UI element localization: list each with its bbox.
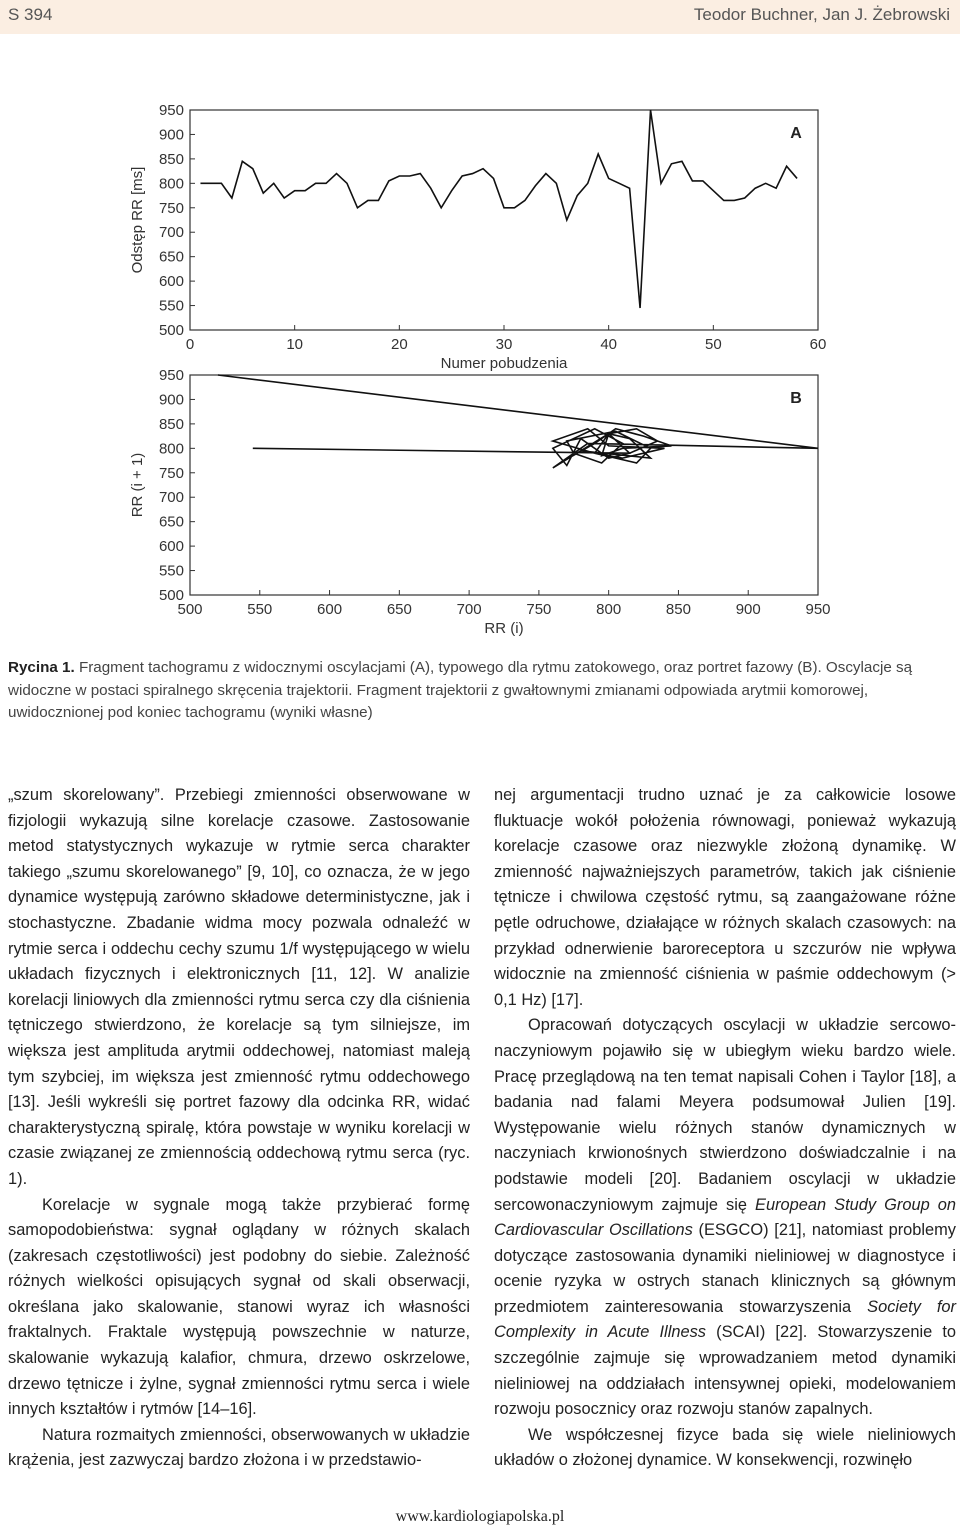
x-tick-label: 550 [247, 601, 273, 618]
y-tick-label: 600 [158, 273, 184, 291]
y-tick-label: 800 [158, 440, 184, 458]
x-tick-label: 750 [526, 601, 552, 618]
data-series-line [200, 110, 797, 308]
page-number: S 394 [8, 5, 53, 24]
x-tick-label: 500 [177, 601, 203, 618]
plot-frame [190, 110, 818, 330]
y-tick-label: 750 [158, 464, 184, 482]
y-tick-label: 800 [158, 175, 184, 193]
y-tick-label: 850 [158, 150, 184, 168]
phase-portrait-panel [129, 367, 831, 637]
x-tick-label: 60 [809, 336, 827, 353]
paragraph-text: Opracowań dotyczących oscylacji w układzie sercowo-naczyniowym pojawiło się w ubiegłym wieku bardzo wiele. Pracę przeglądową na ten temat napisali Cohen i Taylor [18], a badania nad falami Meyera podsumował Julien [19]. Występowanie wielu różnych stanów dynamicznych w naczyniach krwionośnych stwierdzono doświadczalnie i na podstawie modeli [20]. Badaniem oscylacji w układzie sercowonaczyniowym zajmuje się [494, 1016, 956, 1214]
x-axis-label: RR (i) [484, 620, 524, 637]
y-tick-label: 500 [158, 587, 184, 604]
x-tick-label: 0 [185, 336, 195, 353]
x-tick-label: 900 [735, 601, 761, 618]
x-tick-label: 20 [390, 336, 408, 353]
y-tick-label: 750 [158, 199, 184, 217]
caption-label: Rycina 1. [8, 659, 75, 676]
x-axis-label: Numer pobudzenia [440, 355, 568, 372]
y-axis-label: RR (i + 1) [129, 452, 146, 518]
y-axis-label: Odstęp RR [ms] [129, 166, 146, 274]
footer-url: www.kardiologiapolska.pl [395, 1508, 565, 1525]
running-authors: Teodor Buchner, Jan J. Żebrowski [693, 5, 950, 24]
x-tick-label: 10 [286, 336, 304, 353]
body-column-left [8, 783, 470, 1474]
y-tick-label: 500 [158, 322, 184, 339]
x-tick-label: 600 [317, 601, 343, 618]
y-tick-label: 700 [158, 489, 184, 507]
y-tick-label: 950 [158, 102, 184, 119]
plot-frame [190, 375, 818, 595]
organization-name: European Study Group on Cardiovascular Oscillations [494, 1195, 956, 1240]
y-tick-label: 600 [158, 538, 184, 556]
paragraph: Korelacje w sygnale mogą także przybierać formę samopodobieństwa: sygnał oglądany w różnych skalach (zakresach częstotliwości) jest podobny do siebie. Zależność różnych wielkości opisujących sygnał od skali obserwacji, określana jako skalowanie, stanowi wyraz ich własności fraktalnych. Fraktale występują powszechnie w naturze, skalowanie wykazują kalafior, chmura, drzewo oskrzelowe, drzewo tętnicze i żylne, sygnał zmienności rytmu serca i wiele innych kształtów i rytmów [14–16]. [8, 1195, 470, 1419]
paragraph: „szum skorelowany”. Przebiegi zmienności obserwowane w fizjologii wykazują silne korelacje czasowe. Zastosowanie metod statystycznych wykazuje w rytmie serca charakter takiego „szumu skorelowanego” [9, 10], co oznacza, że w jego dynamice występują zarówno składowe deterministyczne, jak i stochastyczne. Zbadanie widma mocy pozwala odnaleźć w rytmie serca i oddechu cechy szumu 1/f występującego w wielu układach fizycznych i elektronicznych [11, 12]. W analizie korelacji liniowych dla zmienności rytmu serca czy dla ciśnienia tętniczego stwierdzono, że korelacje są tym silniejsze, im większa jest amplituda arytmii oddechowej, natomiast maleją tym szybciej, im większa jest zmienność rytmu oddechowego [13]. Jeśli wykreśli się portret fazowy dla odcinka RR, widać charakterystyczną spiralę, która powstaje w wyniku korelacji w czasie związanej ze zmiennością oddechową rytmu serca (ryc. 1). [8, 786, 470, 1188]
y-tick-label: 900 [158, 126, 184, 144]
paragraph-text: (ESGCO) [21], natomiast problemy dotyczące zastosowania dynamiki nieliniowej w diagnostyce i ocenie ryzyka w ostrych stanach klinicznych są głównym przedmiotem zainteresowania stowarzyszenia [494, 1221, 956, 1316]
paragraph: nej argumentacji trudno uznać je za całkowicie losowe fluktuacje wokół położenia równowagi, ponieważ wykazują korelacje czasowe oraz niezwykle złożoną dynamikę. W zmienność najważniejszych parametrów, takich jak ciśnienie tętnicze i chwilowa częstość rytmu, są zaangażowane różne pętle odruchowe, działające w różnych skalach czasowych: na przykład odnerwienie baroreceptora u szczurów nie wpływa widocznie na zmienność ciśnienia w paśmie oddechowym (> 0,1 Hz) [17]. [494, 786, 956, 1009]
x-tick-label: 650 [386, 601, 412, 618]
tachogram-panel [129, 102, 826, 372]
panel-label: A [790, 125, 802, 142]
paragraph: We współczesnej fizyce bada się wiele nieliniowych układów o złożonej dynamice. W konsekwencji, rozwinęło [494, 1425, 956, 1470]
x-tick-label: 850 [665, 601, 691, 618]
x-tick-label: 50 [704, 336, 722, 353]
x-tick-label: 30 [495, 336, 513, 353]
x-tick-label: 800 [596, 601, 622, 618]
paragraph [494, 1013, 956, 1423]
paragraph-text: (SCAI) [22]. Stowarzyszenie to szczególnie zajmuje się wprowadzaniem metod dynamiki nieliniowej na oddziałach intensywnej opieki, modelowaniem rozwoju posocznicy oraz rozwoju stanów zapalnych. [494, 1323, 957, 1419]
data-series-line [218, 375, 818, 468]
x-tick-label: 700 [456, 601, 482, 618]
figure-1 [0, 90, 960, 650]
y-tick-label: 550 [158, 297, 184, 315]
running-header [0, 0, 960, 34]
figure-caption [8, 657, 956, 725]
y-tick-label: 650 [158, 248, 184, 266]
organization-name: Society for Complexity in Acute Illness [494, 1297, 956, 1342]
y-tick-label: 900 [158, 391, 184, 409]
y-tick-label: 850 [158, 415, 184, 433]
y-tick-label: 700 [158, 224, 184, 242]
x-tick-label: 40 [600, 336, 618, 353]
caption-text: Fragment tachogramu z widocznymi oscylacjami (A), typowego dla rytmu zatokowego, oraz portret fazowy (B). Oscylacje są widoczne w postaci spiralnego skręcenia trajektorii. Fragment trajektorii z gwałtownymi zmianami odpowiada arytmii komorowej, uwidocznionej pod koniec tachogramu (wyniki własne) [8, 659, 913, 721]
body-column-right [494, 783, 956, 1474]
y-tick-label: 650 [158, 513, 184, 531]
paragraph: Natura rozmaitych zmienności, obserwowanych w układzie krążenia, jest zazwyczaj bardzo złożona i w przedstawio- [8, 1425, 470, 1470]
y-tick-label: 550 [158, 562, 184, 580]
y-tick-label: 950 [158, 367, 184, 384]
x-tick-label: 950 [805, 601, 831, 618]
panel-label: B [790, 390, 802, 407]
